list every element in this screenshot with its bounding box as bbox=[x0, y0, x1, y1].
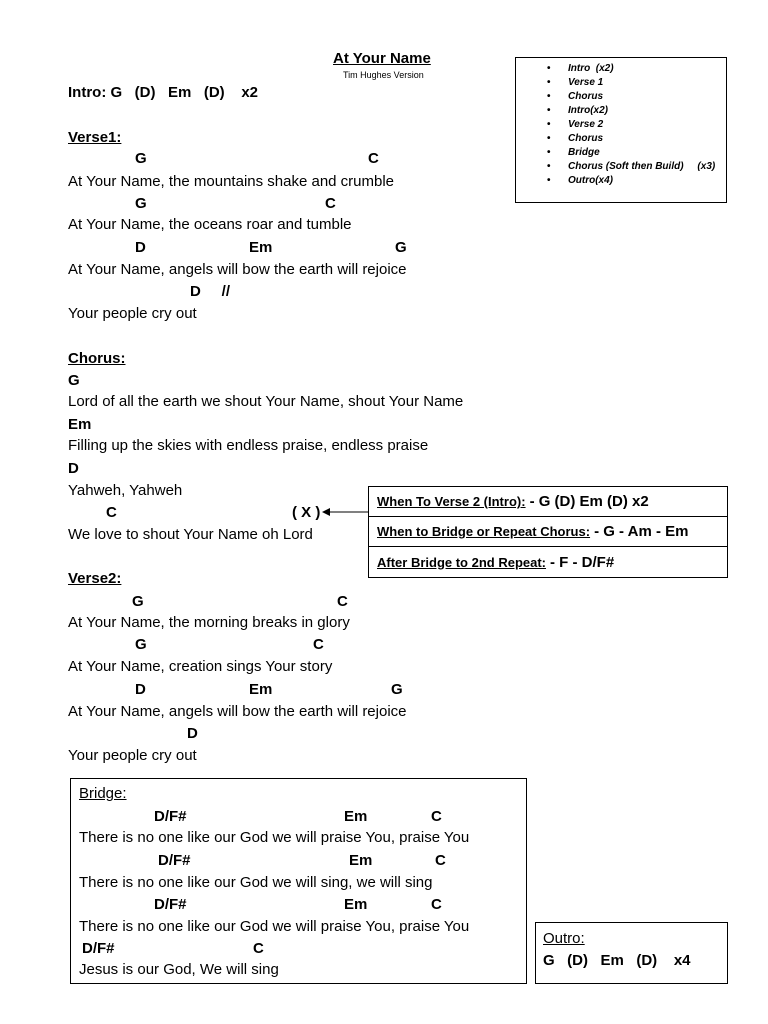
chord: C bbox=[368, 150, 379, 167]
chord: G bbox=[135, 150, 147, 167]
note-row bbox=[369, 487, 727, 517]
lyric-line: At Your Name, the oceans roar and tumble bbox=[68, 216, 352, 233]
lyric-line: Lord of all the earth we shout Your Name, shout Your Name bbox=[68, 393, 464, 410]
repeat-marker: ( X ) bbox=[292, 504, 321, 521]
chord: C bbox=[313, 636, 324, 653]
lyric-line: We love to shout Your Name oh Lord bbox=[68, 526, 313, 543]
verse1-heading: Verse1: bbox=[68, 129, 122, 146]
song-order-item: • Intro (x2) bbox=[568, 62, 726, 76]
note-label: When to Bridge or Repeat Chorus: bbox=[377, 524, 591, 539]
chord: G bbox=[395, 239, 407, 256]
chord: D // bbox=[190, 283, 231, 300]
chord: C bbox=[431, 896, 442, 913]
chord: C bbox=[253, 940, 264, 957]
lyric-line: At Your Name, the morning breaks in glory bbox=[68, 614, 350, 631]
note-value: - F - D/F# bbox=[550, 553, 615, 571]
chord: D bbox=[135, 681, 146, 698]
outro-chords: G (D) Em (D) x4 bbox=[543, 952, 691, 969]
chord: Em bbox=[344, 896, 368, 913]
chorus-heading: Chorus: bbox=[68, 350, 126, 367]
chord: G bbox=[68, 372, 80, 389]
chord: D/F# bbox=[154, 896, 187, 913]
arrow-left-icon bbox=[322, 505, 368, 519]
chord: G bbox=[132, 593, 144, 610]
song-order-item: • Bridge bbox=[568, 146, 726, 160]
chord: Em bbox=[349, 852, 373, 869]
chord: Em bbox=[68, 416, 92, 433]
lyric-line: At Your Name, the mountains shake and crumble bbox=[68, 173, 395, 190]
chord: Em bbox=[249, 681, 273, 698]
chord: C bbox=[106, 504, 117, 521]
chord: D/F# bbox=[82, 940, 115, 957]
song-order-item: • Verse 2 bbox=[568, 118, 726, 132]
chord: D bbox=[187, 725, 198, 742]
lyric-line: There is no one like our God we will praise You, praise You bbox=[79, 918, 470, 935]
transition-notes bbox=[368, 486, 728, 578]
lyric-line: At Your Name, creation sings Your story bbox=[68, 658, 333, 675]
chord: Em bbox=[344, 808, 368, 825]
chord: Em bbox=[249, 239, 273, 256]
song-order-item: • Chorus bbox=[568, 132, 726, 146]
song-order-item: • Verse 1 bbox=[568, 76, 726, 90]
chord: D/F# bbox=[158, 852, 191, 869]
chord: C bbox=[435, 852, 446, 869]
lyric-line: At Your Name, angels will bow the earth will rejoice bbox=[68, 261, 407, 278]
chord: G bbox=[135, 195, 147, 212]
lyric-line: There is no one like our God we will sing, we will sing bbox=[79, 874, 433, 891]
song-order-list bbox=[515, 57, 727, 203]
lyric-line: At Your Name, angels will bow the earth will rejoice bbox=[68, 703, 407, 720]
song-order-item: • Chorus (Soft then Build) (x3) bbox=[568, 160, 726, 174]
chord: C bbox=[337, 593, 348, 610]
lyric-line: Jesus is our God, We will sing bbox=[79, 961, 279, 978]
lyric-line: Filling up the skies with endless praise, endless praise bbox=[68, 437, 429, 454]
note-row bbox=[369, 517, 727, 547]
chord: G bbox=[391, 681, 403, 698]
chord: D bbox=[68, 460, 79, 477]
chord: G bbox=[135, 636, 147, 653]
note-value: - G (D) Em (D) x2 bbox=[529, 493, 649, 510]
intro-line: Intro: G (D) Em (D) x2 bbox=[68, 84, 259, 101]
song-order-item: • Outro(x4) bbox=[568, 174, 726, 188]
page-subtitle: Tim Hughes Version bbox=[343, 70, 424, 80]
note-value: - G - Am - Em bbox=[594, 523, 689, 540]
verse2-heading: Verse2: bbox=[68, 570, 122, 587]
note-row bbox=[369, 547, 727, 577]
chord: C bbox=[325, 195, 336, 212]
song-order-item: • Intro(x2) bbox=[568, 104, 726, 118]
note-label: After Bridge to 2nd Repeat: bbox=[377, 554, 547, 570]
note-label: When To Verse 2 (Intro): bbox=[377, 494, 526, 509]
chord: C bbox=[431, 808, 442, 825]
lyric-line: Your people cry out bbox=[68, 305, 197, 322]
page-title: At Your Name bbox=[333, 50, 431, 67]
lyric-line: Your people cry out bbox=[68, 747, 197, 764]
outro-heading: Outro: bbox=[543, 930, 585, 947]
song-order-item: • Chorus bbox=[568, 90, 726, 104]
bridge-heading: Bridge: bbox=[79, 785, 127, 802]
lyric-line: Yahweh, Yahweh bbox=[68, 482, 183, 499]
lyric-line: There is no one like our God we will praise You, praise You bbox=[79, 829, 470, 846]
chord: D bbox=[135, 239, 146, 256]
chord: D/F# bbox=[154, 808, 187, 825]
